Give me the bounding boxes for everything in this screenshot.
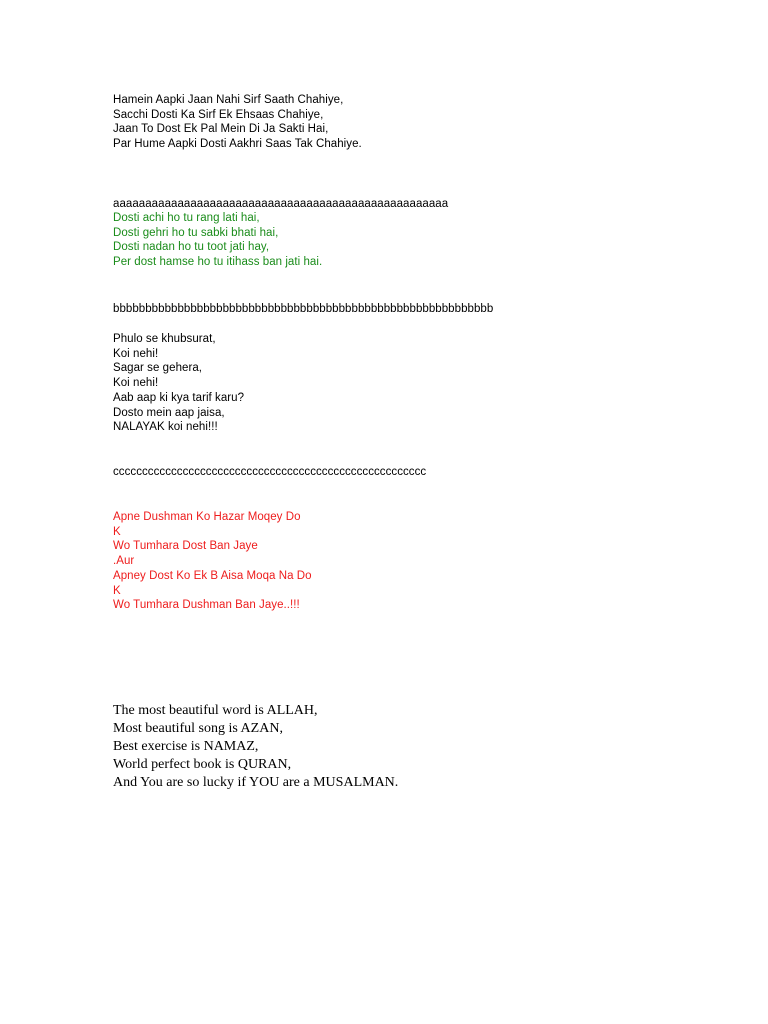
stanza-line: Sagar se gehera, xyxy=(113,362,203,375)
stanza-line: Best exercise is NAMAZ, xyxy=(113,739,259,754)
stanza-line: .Aur xyxy=(113,555,135,568)
separator-line: aaaaaaaaaaaaaaaaaaaaaaaaaaaaaaaaaaaaaaaaaaaaaaaaaaaa xyxy=(113,198,449,210)
separator-c xyxy=(113,465,426,480)
separator-b xyxy=(113,302,493,317)
stanza-line: Dosto mein aap jaisa, xyxy=(113,406,225,419)
stanza-dosti-green xyxy=(113,211,322,270)
stanza-line: Apne Dushman Ko Hazar Moqey Do xyxy=(113,511,301,523)
separator-line: bbbbbbbbbbbbbbbbbbbbbbbbbbbbbbbbbbbbbbbbbbbbbbbbbbbbbbbbbbb xyxy=(113,303,494,315)
separator-line: cccccccccccccccccccccccccccccccccccccccccccccccccccccc xyxy=(113,466,427,478)
stanza-line: Per dost hamse ho tu itihass ban jati hai. xyxy=(113,256,323,269)
stanza-line: Koi nehi! xyxy=(113,347,159,360)
stanza-line: Sacchi Dosti Ka Sirf Ek Ehsaas Chahiye, xyxy=(113,108,324,121)
stanza-line: Wo Tumhara Dushman Ban Jaye..!!! xyxy=(113,599,300,612)
stanza-beautiful-word xyxy=(113,702,398,792)
stanza-line: Dosti gehri ho tu sabki bhati hai, xyxy=(113,226,279,239)
stanza-line: K xyxy=(113,584,121,597)
separator-a xyxy=(113,197,448,212)
stanza-dushman-red xyxy=(113,510,312,613)
stanza-line: The most beautiful word is ALLAH, xyxy=(113,703,318,718)
stanza-line: And You are so lucky if YOU are a MUSALMAN. xyxy=(113,775,399,790)
stanza-line: Koi nehi! xyxy=(113,377,159,390)
stanza-line: K xyxy=(113,525,121,538)
stanza-friendship-saath xyxy=(113,93,362,152)
stanza-line: Par Hume Aapki Dosti Aakhri Saas Tak Chahiye. xyxy=(113,138,362,151)
stanza-line: Aab aap ki kya tarif karu? xyxy=(113,391,245,404)
stanza-line: Apney Dost Ko Ek B Aisa Moqa Na Do xyxy=(113,569,312,582)
stanza-line: NALAYAK koi nehi!!! xyxy=(113,421,218,434)
stanza-line: World perfect book is QURAN, xyxy=(113,757,292,772)
stanza-line: Jaan To Dost Ek Pal Mein Di Ja Sakti Hai, xyxy=(113,123,329,136)
stanza-line: Hamein Aapki Jaan Nahi Sirf Saath Chahiye, xyxy=(113,94,344,106)
stanza-phulo xyxy=(113,332,244,435)
stanza-line: Wo Tumhara Dost Ban Jaye xyxy=(113,540,258,553)
stanza-line: Most beautiful song is AZAN, xyxy=(113,721,283,736)
stanza-line: Phulo se khubsurat, xyxy=(113,333,216,345)
stanza-line: Dosti nadan ho tu toot jati hay, xyxy=(113,241,270,254)
stanza-line: Dosti achi ho tu rang lati hai, xyxy=(113,212,260,224)
